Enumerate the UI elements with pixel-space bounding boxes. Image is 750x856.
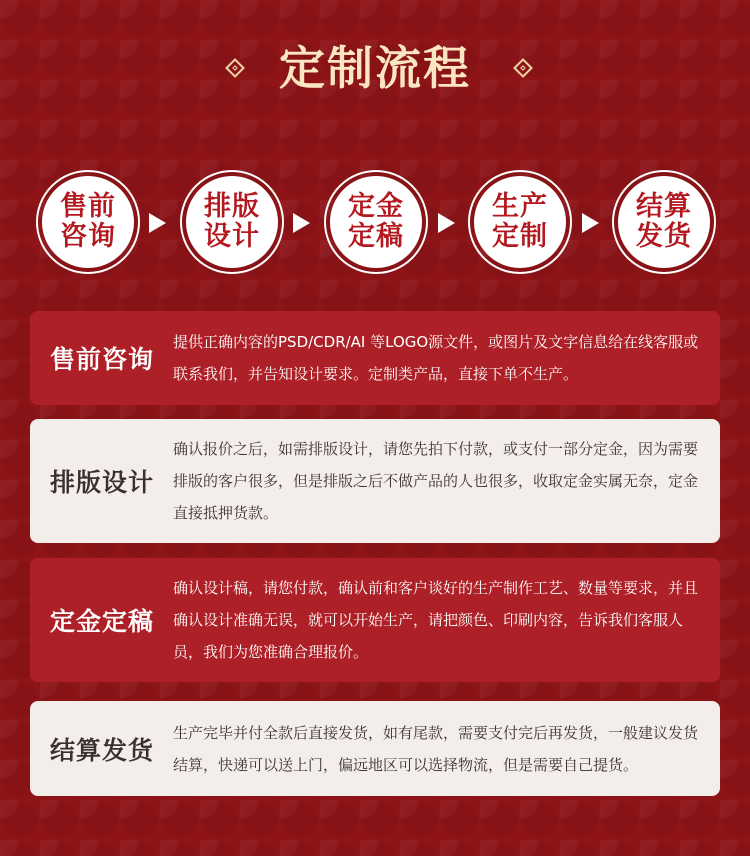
page-header — [0, 38, 750, 98]
card-description-text: 生产完毕并付全款后直接发货，如有尾款，需要支付完后再发货，一般建议发货结算，快递可以送上门，偏远地区可以选择物流，但是需要自己提货。 — [173, 723, 699, 774]
step-label: 排版设计 — [204, 191, 260, 252]
card-title: 结算发货 — [50, 735, 155, 765]
arrow-right-icon — [438, 213, 455, 233]
arrow-right-icon — [149, 213, 166, 233]
step-circle-production — [468, 170, 572, 274]
step-circle-deposit — [324, 170, 428, 274]
process-steps — [0, 170, 750, 278]
card-delivery — [30, 701, 720, 796]
card-description — [173, 419, 706, 543]
page-title: 定制流程 — [279, 41, 471, 95]
step-circle-design — [180, 170, 284, 274]
card-consult — [30, 311, 720, 405]
step-label: 结算发货 — [636, 191, 692, 252]
card-description-text: 提供正确内容的PSD/CDR/AI 等LOGO源文件，或图片及文字信息给在线客服或联系我们，并告知设计要求。定制类产品，直接下单不生产。 — [173, 333, 699, 383]
card-description-text: 确认设计稿，请您付款，确认前和客户谈好的生产制作工艺、数量等要求，并且确认设计准确无误，就可以开始生产，请把颜色、印刷内容，告诉我们客服人员，我们为您准确合理报价。 — [173, 579, 699, 661]
step-circle-delivery — [612, 170, 716, 274]
card-description-text: 确认报价之后，如需排版设计，请您先拍下付款，或支付一部分定金，因为需要排版的客户很多，但是排版之后不做产品的人也很多，收取定金实属无奈，定金直接抵押货款。 — [173, 440, 699, 522]
card-description — [173, 311, 706, 405]
card-title: 售前咨询 — [50, 345, 155, 374]
card-description — [173, 558, 706, 682]
card-title: 定金定稿 — [50, 607, 155, 636]
step-label: 定金定稿 — [348, 191, 404, 252]
step-circle-consult — [36, 170, 140, 274]
step-label: 售前咨询 — [60, 191, 116, 252]
card-title: 排版设计 — [50, 468, 155, 497]
card-design — [30, 419, 720, 543]
arrow-right-icon — [293, 213, 310, 233]
step-label: 生产定制 — [492, 191, 548, 252]
card-description — [173, 701, 706, 796]
card-deposit — [30, 558, 720, 682]
arrow-right-icon — [582, 213, 599, 233]
